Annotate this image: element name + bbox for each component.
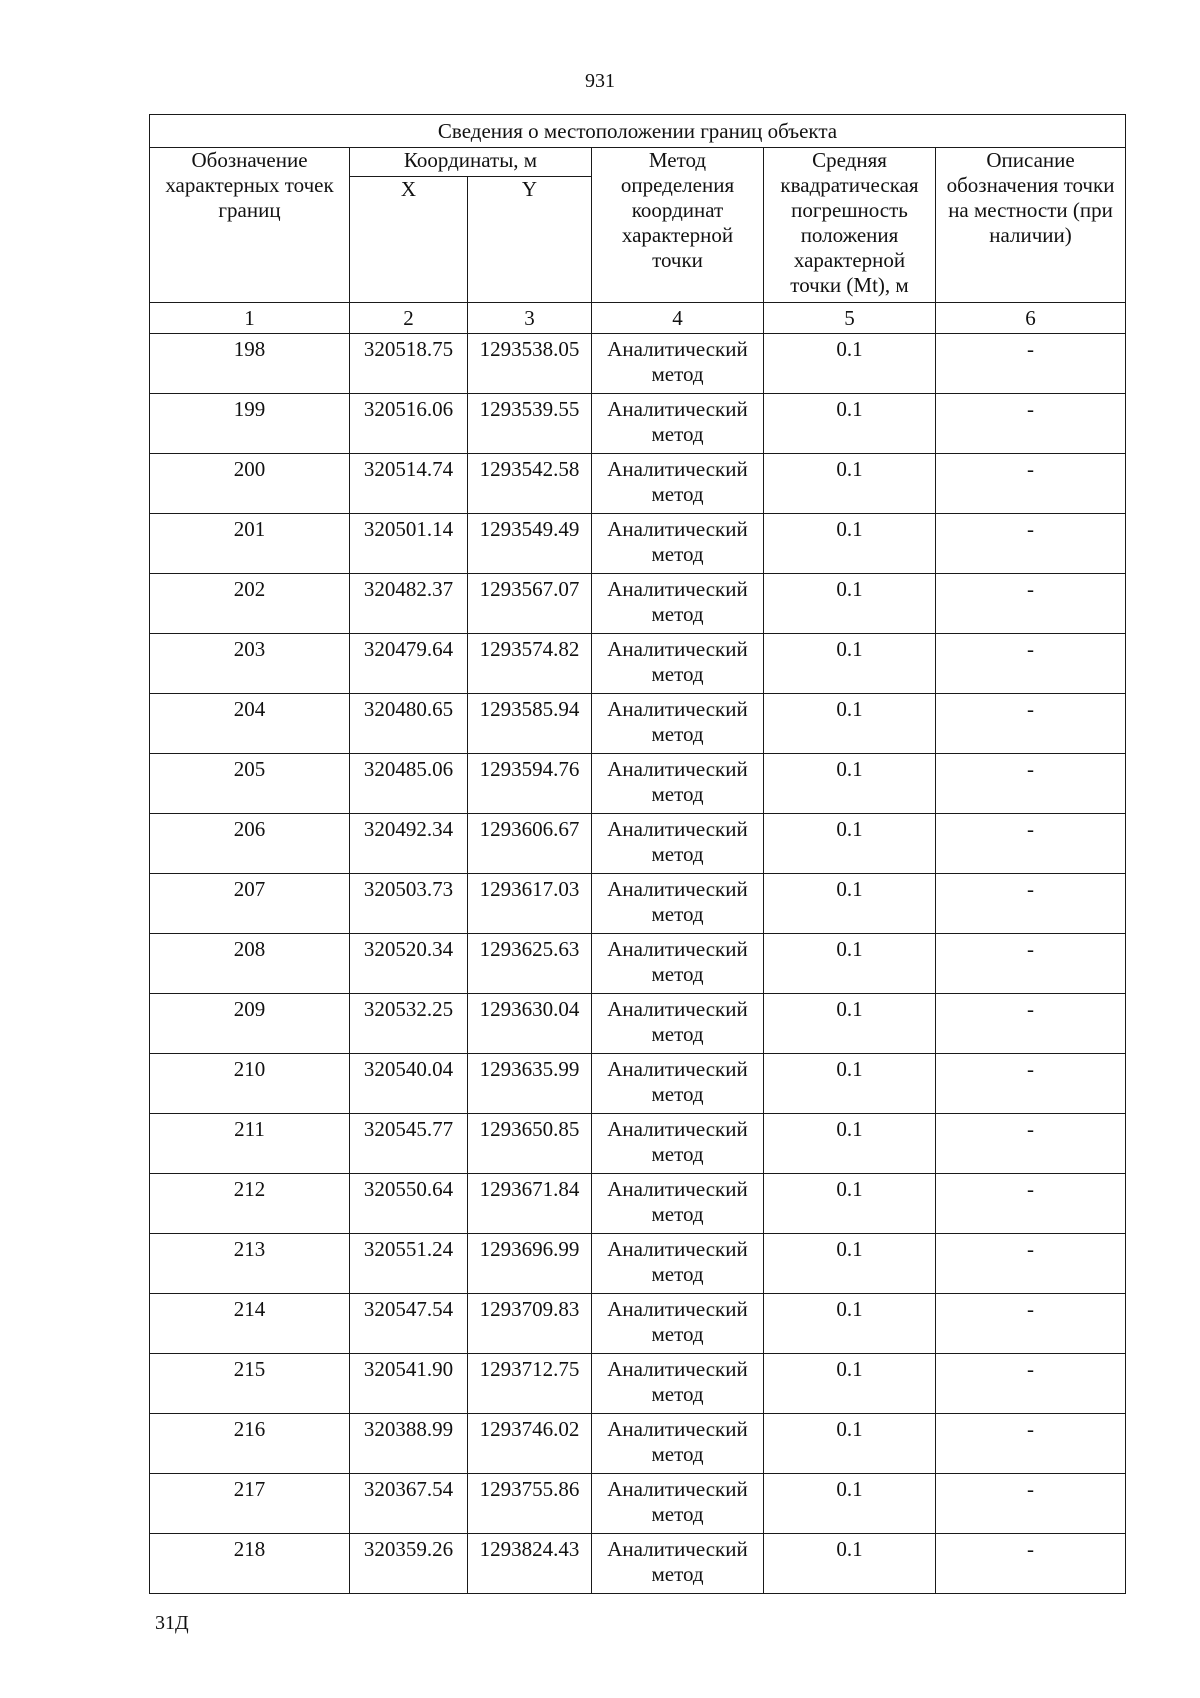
error-cell: 0.1 — [764, 1414, 936, 1474]
table-row — [150, 994, 1126, 1054]
point-number-cell: 198 — [150, 334, 350, 394]
point-number-cell: 199 — [150, 394, 350, 454]
method-cell: Аналитический метод — [592, 1114, 764, 1174]
error-cell: 0.1 — [764, 454, 936, 514]
x-coordinate-cell: 320479.64 — [350, 634, 468, 694]
method-cell: Аналитический метод — [592, 1234, 764, 1294]
y-coordinate-cell: 1293709.83 — [468, 1294, 592, 1354]
table-row — [150, 1294, 1126, 1354]
y-coordinate-cell: 1293755.86 — [468, 1474, 592, 1534]
table-row — [150, 1474, 1126, 1534]
table-row — [150, 814, 1126, 874]
x-coordinate-cell: 320480.65 — [350, 694, 468, 754]
table-row — [150, 1234, 1126, 1294]
point-number-cell: 213 — [150, 1234, 350, 1294]
description-cell: - — [936, 1174, 1126, 1234]
point-number-cell: 210 — [150, 1054, 350, 1114]
x-coordinate-cell: 320545.77 — [350, 1114, 468, 1174]
x-coordinate-cell: 320550.64 — [350, 1174, 468, 1234]
y-coordinate-cell: 1293574.82 — [468, 634, 592, 694]
method-cell: Аналитический метод — [592, 994, 764, 1054]
description-cell: - — [936, 874, 1126, 934]
error-cell: 0.1 — [764, 1474, 936, 1534]
header-coordinates: Координаты, м — [350, 148, 592, 177]
header-method: Метод определения координат характерной точки — [592, 148, 764, 303]
description-cell: - — [936, 1054, 1126, 1114]
error-cell: 0.1 — [764, 754, 936, 814]
table-row — [150, 454, 1126, 514]
x-coordinate-cell: 320518.75 — [350, 334, 468, 394]
error-cell: 0.1 — [764, 514, 936, 574]
table-row — [150, 1174, 1126, 1234]
x-coordinate-cell: 320516.06 — [350, 394, 468, 454]
method-cell: Аналитический метод — [592, 934, 764, 994]
point-number-cell: 202 — [150, 574, 350, 634]
column-number: 3 — [468, 303, 592, 334]
method-cell: Аналитический метод — [592, 394, 764, 454]
x-coordinate-cell: 320359.26 — [350, 1534, 468, 1594]
y-coordinate-cell: 1293630.04 — [468, 994, 592, 1054]
error-cell: 0.1 — [764, 1294, 936, 1354]
point-number-cell: 217 — [150, 1474, 350, 1534]
y-coordinate-cell: 1293746.02 — [468, 1414, 592, 1474]
point-number-cell: 211 — [150, 1114, 350, 1174]
description-cell: - — [936, 994, 1126, 1054]
method-cell: Аналитический метод — [592, 1174, 764, 1234]
point-number-cell: 212 — [150, 1174, 350, 1234]
y-coordinate-cell: 1293542.58 — [468, 454, 592, 514]
point-number-cell: 200 — [150, 454, 350, 514]
header-mean-square-error: Средняя квадратическая погрешность положения характерной точки (Mt), м — [764, 148, 936, 303]
x-coordinate-cell: 320541.90 — [350, 1354, 468, 1414]
column-number: 1 — [150, 303, 350, 334]
description-cell: - — [936, 454, 1126, 514]
description-cell: - — [936, 1414, 1126, 1474]
error-cell: 0.1 — [764, 934, 936, 994]
method-cell: Аналитический метод — [592, 634, 764, 694]
method-cell: Аналитический метод — [592, 1354, 764, 1414]
description-cell: - — [936, 1354, 1126, 1414]
error-cell: 0.1 — [764, 1534, 936, 1594]
error-cell: 0.1 — [764, 694, 936, 754]
error-cell: 0.1 — [764, 1354, 936, 1414]
table-row — [150, 1054, 1126, 1114]
method-cell: Аналитический метод — [592, 1294, 764, 1354]
column-number: 6 — [936, 303, 1126, 334]
table-row — [150, 1534, 1126, 1594]
table-row — [150, 574, 1126, 634]
column-number-row — [150, 303, 1126, 334]
table-row — [150, 1114, 1126, 1174]
y-coordinate-cell: 1293635.99 — [468, 1054, 592, 1114]
y-coordinate-cell: 1293696.99 — [468, 1234, 592, 1294]
table-row — [150, 394, 1126, 454]
y-coordinate-cell: 1293671.84 — [468, 1174, 592, 1234]
description-cell: - — [936, 574, 1126, 634]
point-number-cell: 215 — [150, 1354, 350, 1414]
point-number-cell: 206 — [150, 814, 350, 874]
x-coordinate-cell: 320367.54 — [350, 1474, 468, 1534]
x-coordinate-cell: 320547.54 — [350, 1294, 468, 1354]
y-coordinate-cell: 1293824.43 — [468, 1534, 592, 1594]
point-number-cell: 204 — [150, 694, 350, 754]
x-coordinate-cell: 320503.73 — [350, 874, 468, 934]
x-coordinate-cell: 320485.06 — [350, 754, 468, 814]
boundary-table-container — [149, 114, 1126, 1594]
x-coordinate-cell: 320482.37 — [350, 574, 468, 634]
header-y: Y — [468, 177, 592, 303]
method-cell: Аналитический метод — [592, 754, 764, 814]
x-coordinate-cell: 320514.74 — [350, 454, 468, 514]
table-row — [150, 694, 1126, 754]
table-row — [150, 514, 1126, 574]
table-row — [150, 874, 1126, 934]
point-number-cell: 207 — [150, 874, 350, 934]
y-coordinate-cell: 1293585.94 — [468, 694, 592, 754]
point-number-cell: 209 — [150, 994, 350, 1054]
method-cell: Аналитический метод — [592, 1414, 764, 1474]
header-point-designation: Обозначение характерных точек границ — [150, 148, 350, 303]
boundary-points-table — [149, 114, 1126, 1594]
point-number-cell: 208 — [150, 934, 350, 994]
table-body — [150, 334, 1126, 1594]
method-cell: Аналитический метод — [592, 574, 764, 634]
y-coordinate-cell: 1293625.63 — [468, 934, 592, 994]
method-cell: Аналитический метод — [592, 814, 764, 874]
description-cell: - — [936, 1114, 1126, 1174]
y-coordinate-cell: 1293617.03 — [468, 874, 592, 934]
point-number-cell: 214 — [150, 1294, 350, 1354]
method-cell: Аналитический метод — [592, 874, 764, 934]
description-cell: - — [936, 634, 1126, 694]
error-cell: 0.1 — [764, 994, 936, 1054]
footer-code: 31Д — [155, 1612, 189, 1634]
x-coordinate-cell: 320551.24 — [350, 1234, 468, 1294]
error-cell: 0.1 — [764, 1114, 936, 1174]
error-cell: 0.1 — [764, 1174, 936, 1234]
description-cell: - — [936, 514, 1126, 574]
point-number-cell: 218 — [150, 1534, 350, 1594]
error-cell: 0.1 — [764, 874, 936, 934]
description-cell: - — [936, 394, 1126, 454]
description-cell: - — [936, 1234, 1126, 1294]
y-coordinate-cell: 1293650.85 — [468, 1114, 592, 1174]
error-cell: 0.1 — [764, 814, 936, 874]
column-number: 2 — [350, 303, 468, 334]
method-cell: Аналитический метод — [592, 1534, 764, 1594]
description-cell: - — [936, 934, 1126, 994]
description-cell: - — [936, 694, 1126, 754]
error-cell: 0.1 — [764, 334, 936, 394]
error-cell: 0.1 — [764, 1054, 936, 1114]
method-cell: Аналитический метод — [592, 334, 764, 394]
y-coordinate-cell: 1293606.67 — [468, 814, 592, 874]
description-cell: - — [936, 814, 1126, 874]
method-cell: Аналитический метод — [592, 1054, 764, 1114]
y-coordinate-cell: 1293538.05 — [468, 334, 592, 394]
y-coordinate-cell: 1293549.49 — [468, 514, 592, 574]
error-cell: 0.1 — [764, 1234, 936, 1294]
x-coordinate-cell: 320492.34 — [350, 814, 468, 874]
table-row — [150, 1354, 1126, 1414]
method-cell: Аналитический метод — [592, 514, 764, 574]
y-coordinate-cell: 1293712.75 — [468, 1354, 592, 1414]
description-cell: - — [936, 1534, 1126, 1594]
description-cell: - — [936, 1294, 1126, 1354]
table-title: Сведения о местоположении границ объекта — [150, 115, 1126, 148]
x-coordinate-cell: 320520.34 — [350, 934, 468, 994]
point-number-cell: 216 — [150, 1414, 350, 1474]
error-cell: 0.1 — [764, 634, 936, 694]
y-coordinate-cell: 1293594.76 — [468, 754, 592, 814]
table-row — [150, 1414, 1126, 1474]
point-number-cell: 203 — [150, 634, 350, 694]
x-coordinate-cell: 320532.25 — [350, 994, 468, 1054]
table-row — [150, 634, 1126, 694]
x-coordinate-cell: 320388.99 — [350, 1414, 468, 1474]
x-coordinate-cell: 320540.04 — [350, 1054, 468, 1114]
error-cell: 0.1 — [764, 394, 936, 454]
error-cell: 0.1 — [764, 574, 936, 634]
table-row — [150, 334, 1126, 394]
table-row — [150, 934, 1126, 994]
y-coordinate-cell: 1293567.07 — [468, 574, 592, 634]
method-cell: Аналитический метод — [592, 454, 764, 514]
header-x: X — [350, 177, 468, 303]
description-cell: - — [936, 1474, 1126, 1534]
y-coordinate-cell: 1293539.55 — [468, 394, 592, 454]
column-number: 4 — [592, 303, 764, 334]
x-coordinate-cell: 320501.14 — [350, 514, 468, 574]
description-cell: - — [936, 754, 1126, 814]
column-number: 5 — [764, 303, 936, 334]
method-cell: Аналитический метод — [592, 694, 764, 754]
method-cell: Аналитический метод — [592, 1474, 764, 1534]
header-description: Описание обозначения точки на местности (при наличии) — [936, 148, 1126, 303]
point-number-cell: 201 — [150, 514, 350, 574]
description-cell: - — [936, 334, 1126, 394]
point-number-cell: 205 — [150, 754, 350, 814]
table-row — [150, 754, 1126, 814]
page-number: 931 — [585, 70, 615, 92]
